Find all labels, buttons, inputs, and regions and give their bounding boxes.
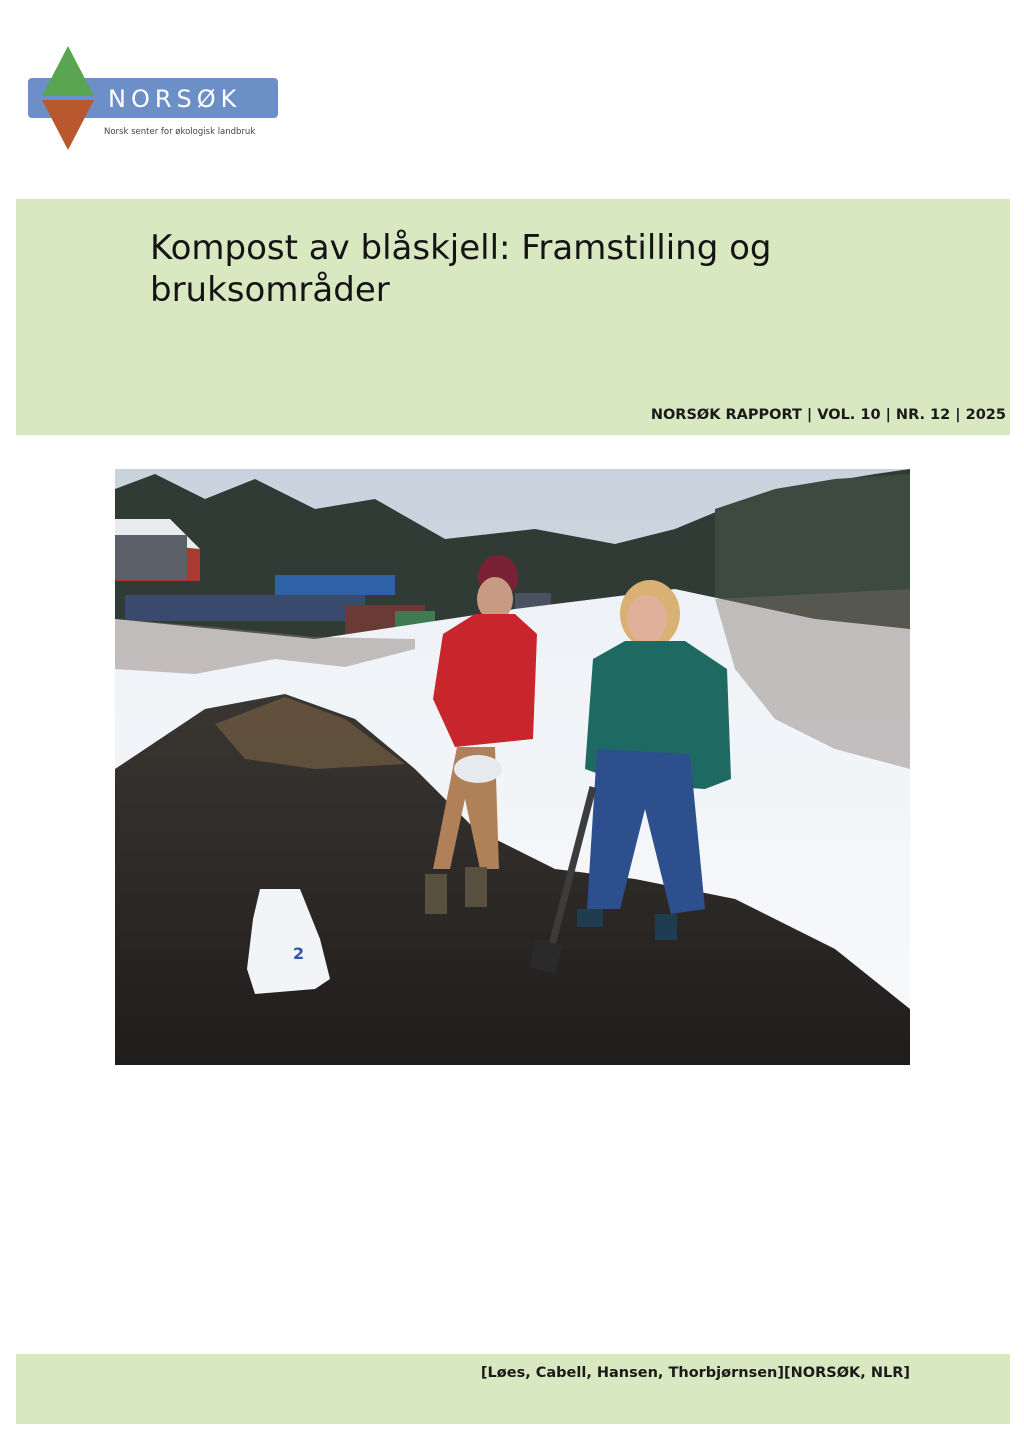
norsok-logo bbox=[26, 44, 282, 152]
logo-green-triangle bbox=[42, 46, 94, 96]
man-jacket bbox=[433, 614, 537, 747]
man-handheld-bag bbox=[454, 755, 502, 783]
containers-blue bbox=[275, 575, 395, 595]
report-series: NORSØK RAPPORT | VOL. 10 | NR. 12 | 2025 bbox=[650, 407, 1006, 423]
woman-face bbox=[627, 595, 667, 643]
bag-print: 2 bbox=[293, 944, 305, 963]
cover-photo bbox=[115, 469, 910, 1065]
logo-wordmark: NORSØK bbox=[108, 85, 242, 113]
authors-line: [Løes, Cabell, Hansen, Thorbjørnsen][NORSØK, NLR] bbox=[480, 1365, 910, 1381]
cover-photo-illustration bbox=[115, 469, 910, 1065]
report-title: Kompost av blåskjell: Framstilling og bruksområder bbox=[150, 228, 772, 310]
logo-tagline: Norsk senter for økologisk landbruk bbox=[104, 127, 256, 137]
man-boot-right bbox=[465, 867, 487, 907]
logo-rust-triangle bbox=[42, 100, 94, 150]
title-band bbox=[16, 199, 1010, 435]
barn-wall bbox=[115, 535, 187, 579]
author-band bbox=[16, 1354, 1010, 1424]
containers-row bbox=[125, 595, 365, 621]
woman-boot-left bbox=[577, 909, 603, 927]
man-boot-left bbox=[425, 874, 447, 914]
norsok-logo-graphic bbox=[26, 44, 282, 152]
woman-boot-right bbox=[655, 914, 677, 940]
